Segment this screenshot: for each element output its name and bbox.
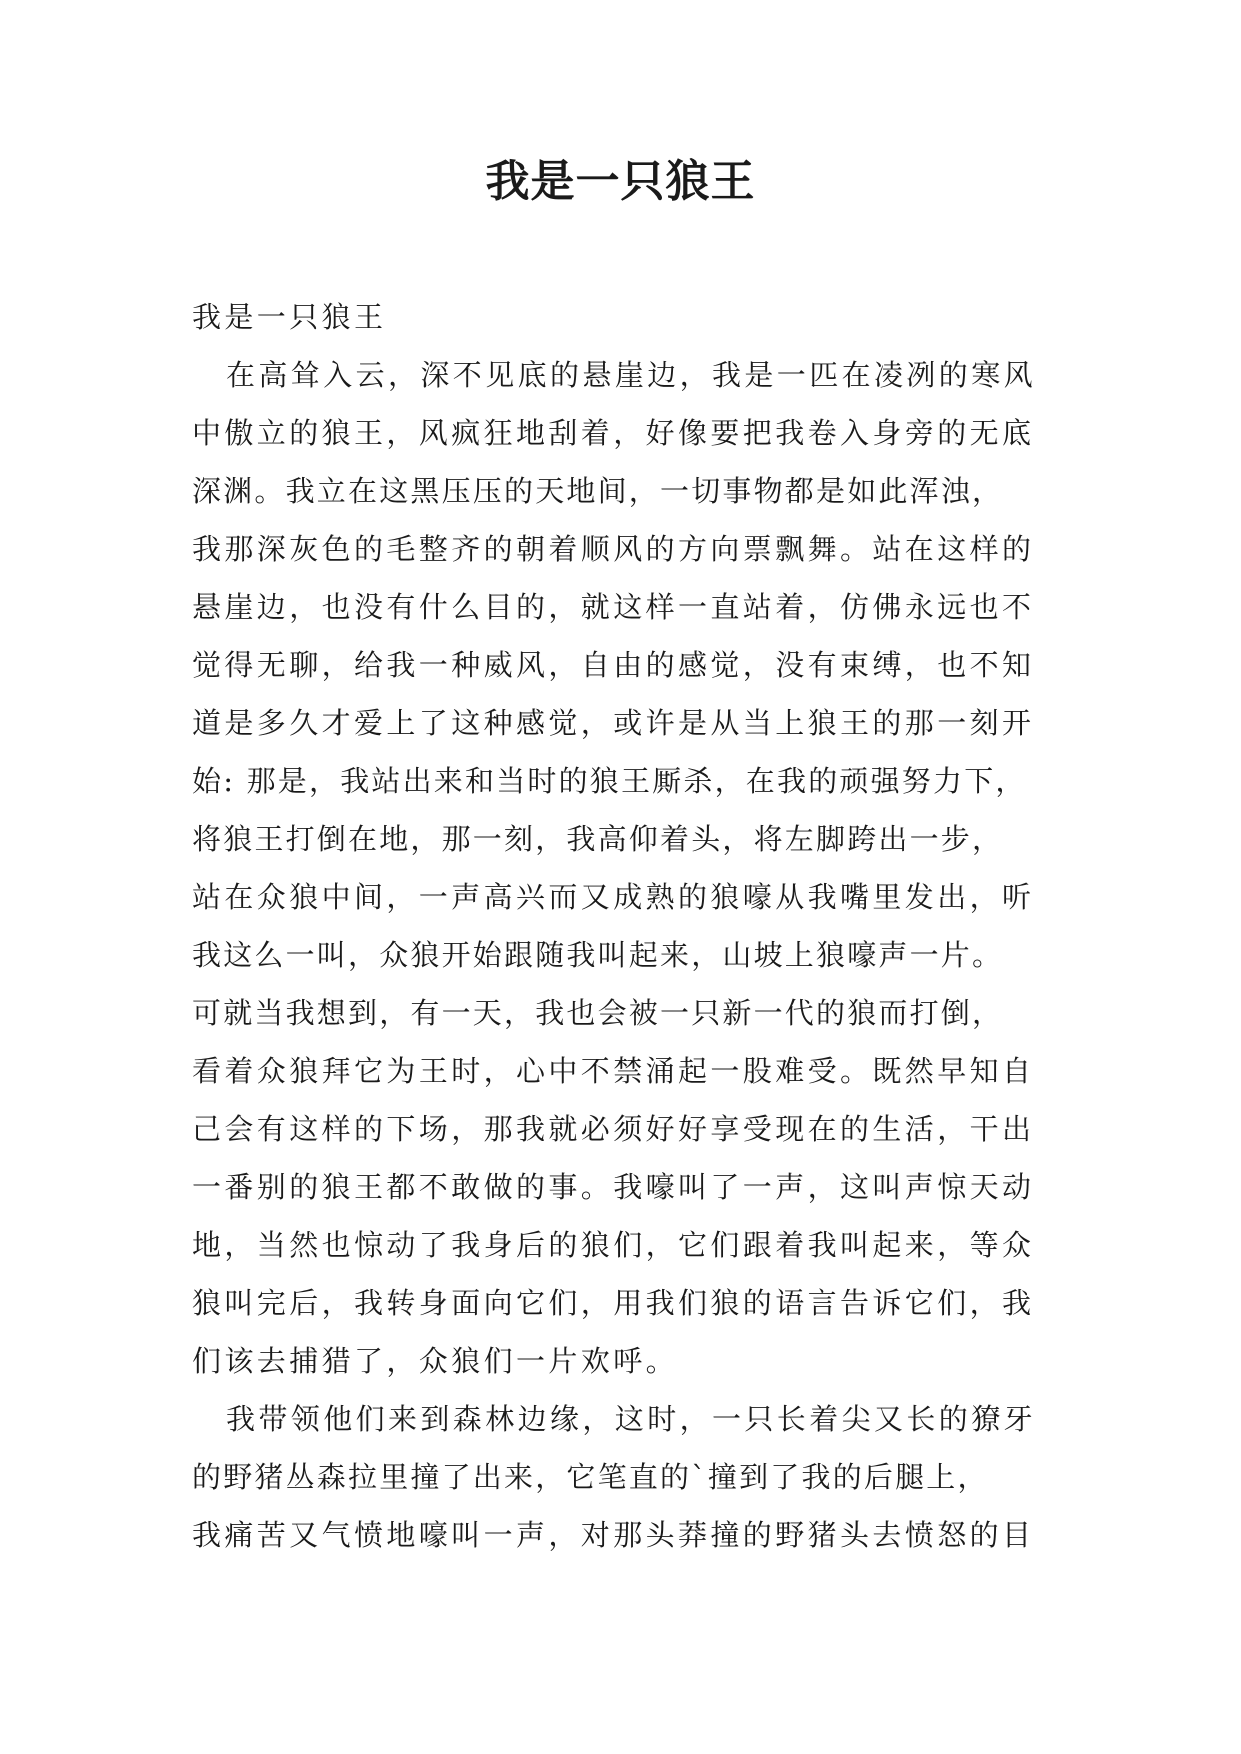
document-title: 我是一只狼王 bbox=[485, 156, 756, 207]
paragraph-line: 我那深灰色的毛整齐的朝着顺风的方向票飘舞。站在这样的 bbox=[192, 532, 1035, 566]
paragraph-line: 一番别的狼王都不敢做的事。我嚎叫了一声，这叫声惊天动 bbox=[192, 1170, 1035, 1204]
paragraph-line: 的野猪丛森拉里撞了出来，它笔直的`撞到了我的后腿上， bbox=[192, 1460, 989, 1494]
paragraph-line: 悬崖边，也没有什么目的，就这样一直站着，仿佛永远也不 bbox=[192, 590, 1035, 624]
paragraph-line: 可就当我想到，有一天，我也会被一只新一代的狼而打倒， bbox=[192, 996, 1004, 1030]
paragraph-line: 中傲立的狼王，风疯狂地刮着，好像要把我卷入身旁的无底 bbox=[192, 416, 1035, 450]
paragraph-line: 己会有这样的下场，那我就必须好好享受现在的生活，干出 bbox=[192, 1112, 1035, 1146]
paragraph-line: 始: 那是，我站出来和当时的狼王厮杀，在我的顽强努力下， bbox=[192, 764, 1027, 798]
paragraph-line: 深渊。我立在这黑压压的天地间，一切事物都是如此浑浊， bbox=[192, 474, 1004, 508]
paragraph-line: 道是多久才爱上了这种感觉，或许是从当上狼王的那一刻开 bbox=[192, 706, 1035, 740]
paragraph-line: 我带领他们来到森林边缘，这时，一只长着尖又长的獠牙 bbox=[226, 1402, 1037, 1436]
paragraph-line: 站在众狼中间，一声高兴而又成熟的狼嚎从我嘴里发出，听 bbox=[192, 880, 1035, 914]
paragraph-line: 看着众狼拜它为王时，心中不禁涌起一股难受。既然早知自 bbox=[192, 1054, 1035, 1088]
paragraph-line: 狼叫完后，我转身面向它们，用我们狼的语言告诉它们，我 bbox=[192, 1286, 1035, 1320]
body-subtitle: 我是一只狼王 bbox=[192, 300, 387, 334]
paragraph-line: 觉得无聊，给我一种威风，自由的感觉，没有束缚，也不知 bbox=[192, 648, 1035, 682]
paragraph-line: 们该去捕猎了，众狼们一片欢呼。 bbox=[192, 1344, 679, 1378]
document-body bbox=[192, 288, 1056, 1564]
paragraph-line: 将狼王打倒在地，那一刻，我高仰着头，将左脚跨出一步， bbox=[192, 822, 1004, 856]
paragraph-line: 我这么一叫，众狼开始跟随我叫起来，山坡上狼嚎声一片。 bbox=[192, 938, 1004, 972]
paragraph-line: 我痛苦又气愤地嚎叫一声，对那头莽撞的野猪头去愤怒的目 bbox=[192, 1518, 1035, 1552]
paragraph-line: 地，当然也惊动了我身后的狼们，它们跟着我叫起来，等众 bbox=[192, 1228, 1035, 1262]
paragraph-line: 在高耸入云，深不见底的悬崖边，我是一匹在凌冽的寒风 bbox=[226, 358, 1037, 392]
